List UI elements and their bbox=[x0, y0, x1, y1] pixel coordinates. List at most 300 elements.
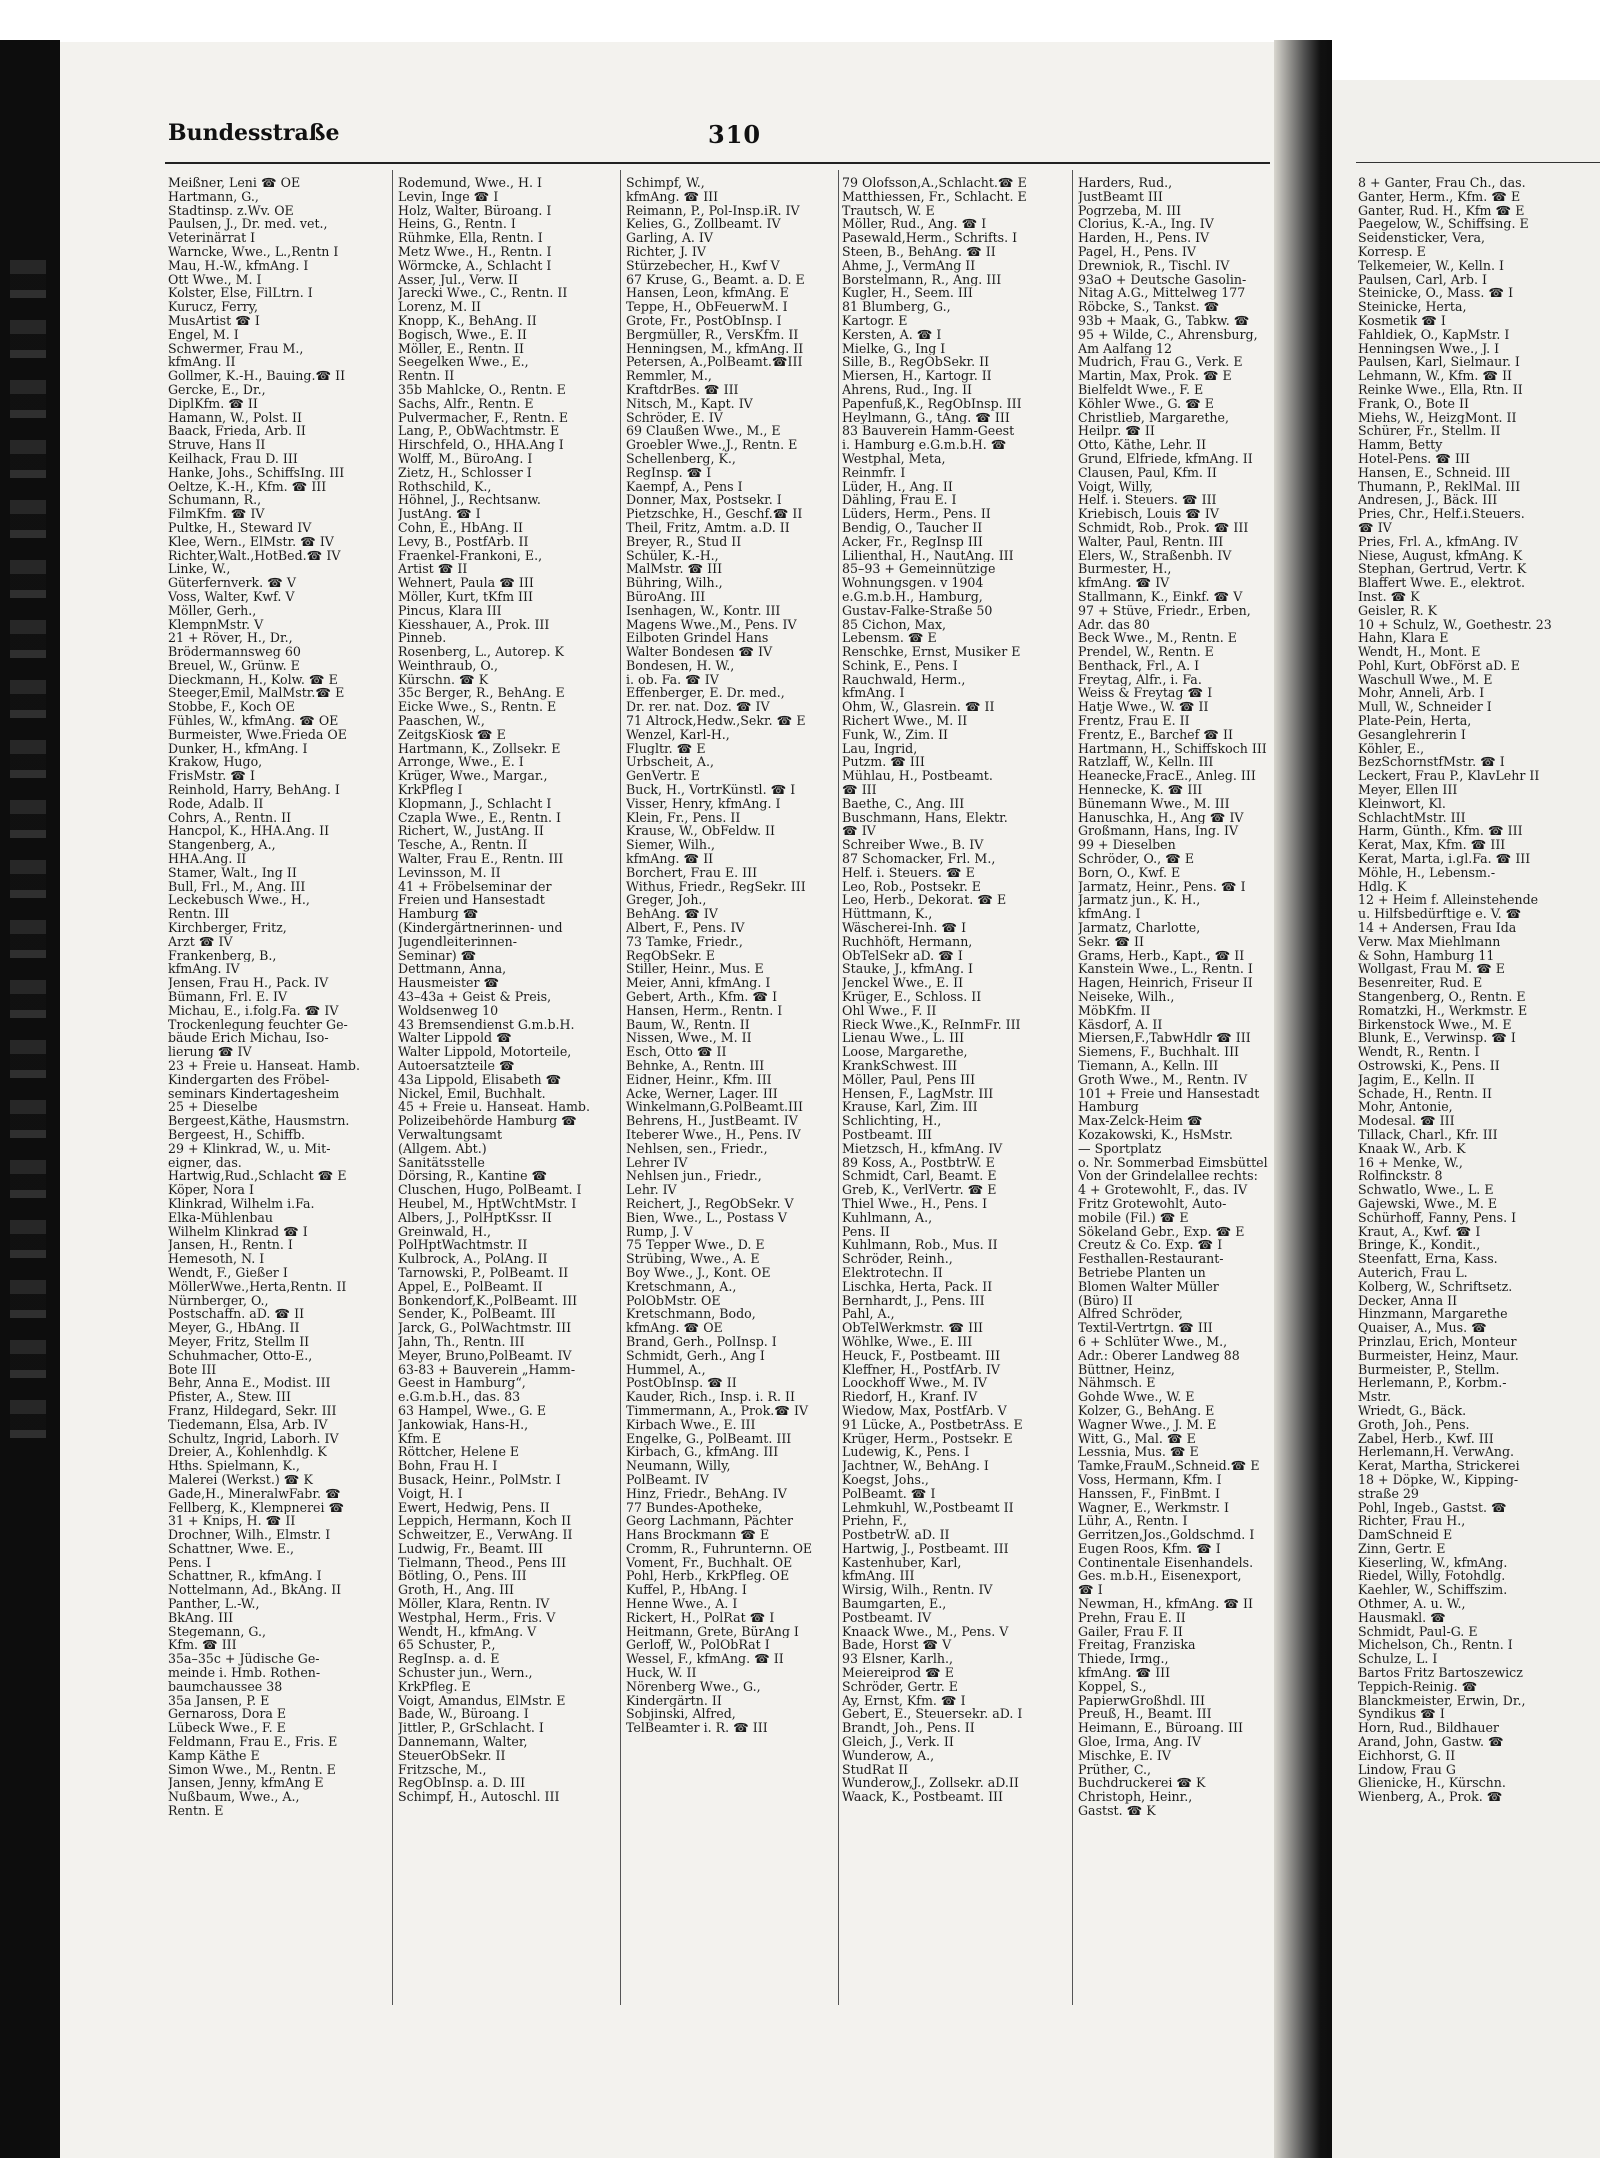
directory-entry: Walter Lippold ☎ bbox=[398, 1031, 512, 1046]
directory-entry: Lehmkuhl, W.,Postbeamt II bbox=[842, 1500, 1014, 1515]
directory-entry: Kastenhuber, Karl, bbox=[842, 1555, 962, 1570]
directory-entry: Am Aalfang 12 bbox=[1078, 341, 1173, 356]
directory-entry: Pinneb. bbox=[398, 631, 447, 646]
directory-entry: 14 + Andersen, Frau Ida bbox=[1358, 921, 1517, 935]
directory-entry: 10 + Schulz, W., Goethestr. 23 bbox=[1358, 617, 1552, 632]
directory-entry: Kraut, A., Kwf. ☎ I bbox=[1358, 1224, 1481, 1239]
directory-entry: Putzm. ☎ III bbox=[842, 755, 925, 770]
directory-entry: Mstr. bbox=[1358, 1390, 1392, 1404]
directory-entry: Rolfinckstr. 8 bbox=[1358, 1169, 1443, 1184]
directory-entry: Kersten, A. ☎ I bbox=[842, 327, 942, 342]
directory-entry: Elektrotechn. II bbox=[842, 1265, 943, 1280]
directory-entry: Reimann, P., Pol-Insp.iR. IV bbox=[626, 203, 800, 218]
directory-entry: Fritz Grotewohlt, Auto- bbox=[1078, 1196, 1227, 1211]
directory-entry: Hummel, A., bbox=[626, 1362, 706, 1377]
directory-entry: Geest in Hamburg“, bbox=[398, 1376, 526, 1391]
directory-entry: Ganter, Rud. H., Kfm ☎ E bbox=[1358, 203, 1525, 218]
directory-entry: Textil-Vertrtgn. ☎ III bbox=[1078, 1321, 1213, 1335]
directory-entry: Lüders, Herm., Pens. II bbox=[842, 507, 991, 521]
directory-entry: ZeitgsKiosk ☎ E bbox=[398, 727, 506, 742]
directory-entry: Bendig, O., Taucher II bbox=[842, 520, 983, 535]
directory-entry: kfmAng. ☎ IV bbox=[1078, 576, 1170, 590]
directory-column-4 bbox=[842, 176, 1067, 1804]
directory-entry: kfmAng. I bbox=[1078, 907, 1141, 922]
directory-entry: Ahme, J., VermAng II bbox=[842, 258, 976, 273]
directory-entry: Wolff, M., BüroAng. I bbox=[398, 451, 533, 466]
directory-entry: MöllerWwe.,Herta,Rentn. II bbox=[168, 1279, 347, 1294]
directory-entry: 43a Lippold, Elisabeth ☎ bbox=[398, 1072, 562, 1087]
directory-entry: Levinsson, M. II bbox=[398, 865, 501, 880]
directory-entry: Richert Wwe., M. II bbox=[842, 714, 968, 728]
directory-entry: baumchaussee 38 bbox=[168, 1679, 283, 1694]
directory-entry: Wienberg, A., Prok. ☎ bbox=[1358, 1790, 1503, 1805]
directory-entry: Hansen, E., Schneid. III bbox=[1358, 465, 1511, 480]
directory-entry: Lindow, Frau G bbox=[1358, 1762, 1456, 1777]
directory-entry: Romatzki, H., Werkmstr. E bbox=[1358, 1003, 1528, 1018]
directory-entry: Pens. I bbox=[168, 1555, 211, 1570]
directory-entry: 31 + Knips, H. ☎ II bbox=[168, 1514, 296, 1529]
directory-entry: Rodemund, Wwe., H. I bbox=[398, 176, 542, 190]
directory-entry: Blunk, E., Verwinsp. ☎ I bbox=[1358, 1031, 1516, 1046]
directory-entry: PolBeamt. IV bbox=[626, 1472, 709, 1487]
directory-entry: Richter, Frau H., bbox=[1358, 1514, 1466, 1529]
directory-entry: 81 Blumberg, G., bbox=[842, 300, 951, 314]
directory-entry: Möller, Klara, Rentn. IV bbox=[398, 1597, 550, 1611]
directory-entry: Stephan, Gertrud, Vertr. K bbox=[1358, 562, 1527, 577]
directory-entry: Walter, Frau E., Rentn. III bbox=[398, 852, 564, 866]
directory-entry: Schuster jun., Wern., bbox=[398, 1666, 533, 1680]
directory-entry: Westphal, Meta, bbox=[842, 451, 946, 466]
directory-entry: ObTelWerkmstr. ☎ III bbox=[842, 1321, 984, 1335]
directory-entry: Burmeister, Heinz, Maur. bbox=[1358, 1348, 1519, 1363]
directory-entry: Dunker, H., kfmAng. I bbox=[168, 741, 308, 756]
directory-entry: KrkPfleg. E bbox=[398, 1679, 471, 1694]
directory-entry: BkAng. III bbox=[168, 1610, 234, 1625]
directory-entry: Röbcke, S., Tankst. ☎ bbox=[1078, 300, 1220, 314]
directory-entry: Schumann, R., bbox=[168, 493, 262, 508]
directory-entry: Ostrowski, K., Pens. II bbox=[1358, 1059, 1500, 1073]
directory-entry: Betriebe Planten un bbox=[1078, 1265, 1206, 1280]
directory-entry: Kugler, H., Seem. III bbox=[842, 286, 973, 301]
directory-entry: 41 + Fröbelseminar der bbox=[398, 879, 552, 894]
directory-entry: Albert, F., Pens. IV bbox=[626, 921, 745, 935]
directory-entry: Nähmsch. E bbox=[1078, 1376, 1156, 1391]
directory-entry: Preuß, H., Beamt. III bbox=[1078, 1707, 1212, 1722]
directory-entry: Klinkrad, Wilhelm i.Fa. bbox=[168, 1196, 315, 1211]
directory-entry: i. Hamburg e.G.m.b.H. ☎ bbox=[842, 438, 1007, 452]
directory-entry: Huck, W. II bbox=[626, 1666, 697, 1680]
directory-entry: Gerritzen,Jos.,Goldschmd. I bbox=[1078, 1528, 1255, 1542]
directory-entry: Lischka, Herta, Pack. II bbox=[842, 1279, 993, 1294]
directory-entry: mobile (Fil.) ☎ E bbox=[1078, 1210, 1189, 1225]
directory-entry: Von der Grindelallee rechts: bbox=[1078, 1169, 1258, 1184]
directory-entry: Gastst. ☎ K bbox=[1078, 1804, 1156, 1818]
directory-entry: Hdlg. K bbox=[1358, 879, 1407, 894]
directory-entry: e.G.m.b.H., das. 83 bbox=[398, 1390, 521, 1404]
directory-entry: Kuhlmann, A., bbox=[842, 1210, 933, 1225]
directory-entry: Siemer, Wilh., bbox=[626, 838, 716, 853]
directory-entry: Horn, Rud., Bildhauer bbox=[1358, 1721, 1499, 1736]
directory-entry: Baethe, C., Ang. III bbox=[842, 796, 965, 811]
directory-entry: Weiss & Freytag ☎ I bbox=[1078, 686, 1213, 701]
directory-entry: Gustav-Falke-Straße 50 bbox=[842, 603, 993, 618]
directory-entry: Nitag A.G., Mittelweg 177 bbox=[1078, 286, 1246, 301]
directory-entry: ☎ IV bbox=[1358, 520, 1392, 535]
directory-entry: Brödermannsweg 60 bbox=[168, 645, 301, 659]
directory-entry: Kieserling, W., kfmAng. bbox=[1358, 1555, 1508, 1570]
directory-entry: Gohde Wwe., W. E bbox=[1078, 1390, 1195, 1404]
directory-entry: Miersen,F.,TabwHdlr ☎ III bbox=[1078, 1031, 1251, 1046]
directory-entry: Thiel Wwe., H., Pens. I bbox=[842, 1196, 988, 1211]
directory-entry: 63-83 + Bauverein „Hamm- bbox=[398, 1362, 576, 1377]
directory-entry: Renschke, Ernst, Musiker E bbox=[842, 645, 1021, 659]
directory-entry: Wenzel, Karl-H., bbox=[626, 727, 730, 742]
directory-entry: RegInsp. a. d. E bbox=[398, 1652, 500, 1667]
directory-entry: Knaack Wwe., M., Pens. V bbox=[842, 1624, 1009, 1639]
directory-entry: Gade,H., MineralwFabr. ☎ bbox=[168, 1486, 341, 1501]
directory-entry: Loose, Margarethe, bbox=[842, 1045, 968, 1059]
directory-entry: Michau, E., i.folg.Fa. ☎ IV bbox=[168, 1003, 339, 1018]
directory-entry: Hahn, Klara E bbox=[1358, 631, 1449, 646]
directory-entry: Riedorf, H., Kranf. IV bbox=[842, 1390, 978, 1404]
directory-entry: kfmAng. ☎ III bbox=[626, 189, 719, 204]
directory-entry: kfmAng. II bbox=[168, 355, 236, 370]
directory-entry: Woldsenweg 10 bbox=[398, 1003, 499, 1018]
directory-entry: KraftdrBes. ☎ III bbox=[626, 382, 739, 397]
directory-entry: Krüger, Herm., Postsekr. E bbox=[842, 1431, 1013, 1446]
directory-entry: Heuck, F., Postbeamt. III bbox=[842, 1348, 1001, 1363]
directory-entry: 43 Bremsendienst G.m.b.H. bbox=[398, 1017, 575, 1032]
directory-entry: Frentz, E., Barchef ☎ II bbox=[1078, 727, 1233, 742]
directory-entry: Kriebisch, Louis ☎ IV bbox=[1078, 507, 1219, 521]
directory-entry: Pens. II bbox=[842, 1224, 890, 1239]
directory-entry: Zinn, Gertr. E bbox=[1358, 1541, 1446, 1556]
directory-entry: Matthiessen, Fr., Schlacht. E bbox=[842, 189, 1027, 204]
directory-entry: (Allgem. Abt.) bbox=[398, 1141, 487, 1156]
directory-entry: Metz Wwe., H., Rentn. I bbox=[398, 244, 552, 259]
directory-entry: Waschull Wwe., M. E bbox=[1358, 672, 1493, 687]
directory-entry: 69 Claußen Wwe., M., E bbox=[626, 424, 781, 439]
directory-entry: RegInsp. ☎ I bbox=[626, 465, 712, 480]
directory-entry: Westphal, Herm., Fris. V bbox=[398, 1610, 556, 1625]
directory-entry: DiplKfm. ☎ II bbox=[168, 396, 258, 411]
directory-entry: Greb, K., VerlVertr. ☎ E bbox=[842, 1183, 997, 1197]
directory-entry: Buchdruckerei ☎ K bbox=[1078, 1776, 1206, 1791]
directory-entry: Birkenstock Wwe., M. E bbox=[1358, 1017, 1512, 1032]
directory-entry: Ott Wwe., M. I bbox=[168, 272, 262, 287]
directory-entry: Tiemann, A., Kelln. III bbox=[1078, 1059, 1219, 1073]
directory-entry: 67 Kruse, G., Beamt. a. D. E bbox=[626, 272, 805, 287]
directory-entry: PolBeamt. ☎ I bbox=[842, 1486, 936, 1501]
directory-entry: Rothschild, K., bbox=[398, 479, 492, 494]
directory-entry: RegObSekr. E bbox=[626, 948, 715, 963]
directory-entry: Koegst, Johs., bbox=[842, 1472, 929, 1487]
directory-entry: Neumann, Willy, bbox=[626, 1459, 731, 1473]
directory-entry: Teppich-Reinig. ☎ bbox=[1358, 1679, 1478, 1694]
directory-column-3 bbox=[626, 176, 842, 1735]
directory-entry: Hans Brockmann ☎ E bbox=[626, 1528, 770, 1542]
directory-entry: Bergmüller, R., VersKfm. II bbox=[626, 327, 799, 342]
directory-entry: Stegemann, G., bbox=[168, 1624, 266, 1639]
directory-entry: bäude Erich Michau, Iso- bbox=[168, 1031, 329, 1046]
directory-entry: 21 + Röver, H., Dr., bbox=[168, 631, 293, 646]
directory-entry: Weinthraub, O., bbox=[398, 658, 498, 673]
directory-entry: Stiller, Heinr., Mus. E bbox=[626, 962, 764, 977]
directory-entry: Urbscheit, A., bbox=[626, 755, 714, 770]
directory-entry: Struve, Hans II bbox=[168, 438, 266, 452]
directory-entry: Krause, W., ObFeldw. II bbox=[626, 824, 775, 839]
directory-entry: Riedel, Willy, Fotohdlg. bbox=[1358, 1569, 1506, 1584]
directory-entry: Sachs, Alfr., Rentn. E bbox=[398, 396, 534, 411]
directory-entry: KlempnMstr. V bbox=[168, 617, 264, 632]
directory-entry: 73 Tamke, Friedr., bbox=[626, 934, 743, 949]
directory-entry: straße 29 bbox=[1358, 1486, 1419, 1501]
directory-entry: Rühmke, Ella, Rentn. I bbox=[398, 231, 543, 245]
directory-entry: PolHptWachtmstr. II bbox=[398, 1238, 528, 1253]
directory-entry: Bogisch, Wwe., E. II bbox=[398, 327, 527, 342]
directory-entry: Hartmann, K., Zollsekr. E bbox=[398, 741, 561, 756]
directory-entry: Stangenberg, A., bbox=[168, 838, 276, 853]
directory-entry: 35a Jansen, P. E bbox=[168, 1693, 270, 1708]
directory-entry: Bergeest, H., Schiffb. bbox=[168, 1127, 306, 1142]
directory-entry: Stobbe, F., Koch OE bbox=[168, 700, 295, 715]
directory-entry: Linke, W., bbox=[168, 562, 231, 577]
directory-entry: Prinzlau, Erich, Monteur bbox=[1358, 1334, 1517, 1349]
directory-entry: Krüger, Wwe., Margar., bbox=[398, 769, 548, 784]
directory-entry: Wendt, H., Mont. E bbox=[1358, 645, 1481, 659]
directory-entry: Heins, G., Rentn. I bbox=[398, 217, 516, 232]
directory-entry: Mudrich, Frau G., Verk. E bbox=[1078, 355, 1243, 370]
directory-entry: Groebler Wwe.,J., Rentn. E bbox=[626, 438, 798, 452]
directory-entry: FrisMstr. ☎ I bbox=[168, 769, 255, 784]
directory-entry: Loockhoff Wwe., M. IV bbox=[842, 1376, 988, 1391]
directory-entry: Wagner, E., Werkmstr. I bbox=[1078, 1500, 1229, 1515]
directory-entry: Timmermann, A., Prok.☎ IV bbox=[626, 1403, 809, 1418]
directory-entry: Köhler, E., bbox=[1358, 741, 1425, 756]
directory-entry: Decker, Anna II bbox=[1358, 1293, 1458, 1308]
directory-entry: Lehr. IV bbox=[626, 1183, 677, 1197]
directory-entry: Feldmann, Frau E., Fris. E bbox=[168, 1735, 338, 1749]
directory-entry: Nörenberg Wwe., G., bbox=[626, 1679, 761, 1694]
directory-entry: Boy Wwe., J., Kont. OE bbox=[626, 1265, 771, 1280]
directory-entry: i. ob. Fa. ☎ IV bbox=[626, 672, 719, 687]
directory-entry: Dreier, A., Kohlenhdlg. K bbox=[168, 1445, 327, 1460]
directory-entry: Rentn. III bbox=[168, 907, 230, 922]
directory-entry: Herlemann, P., Korbm.- bbox=[1358, 1376, 1507, 1391]
directory-entry: Gernaross, Dora E bbox=[168, 1707, 287, 1722]
directory-entry: Voigt, Amandus, ElMstr. E bbox=[398, 1693, 566, 1708]
directory-entry: Breyer, R., Stud II bbox=[626, 534, 742, 549]
directory-column-1 bbox=[168, 176, 386, 1818]
directory-entry: Dörsing, R., Kantine ☎ bbox=[398, 1169, 548, 1184]
directory-entry: Lilienthal, H., NautAng. III bbox=[842, 548, 1014, 563]
directory-entry: Schürhoff, Fanny, Pens. I bbox=[1358, 1210, 1517, 1225]
directory-entry: (Kindergärtnerinnen- und bbox=[398, 921, 563, 935]
directory-entry: Hinz, Friedr., BehAng. IV bbox=[626, 1486, 787, 1501]
directory-entry: meinde i. Hmb. Rothen- bbox=[168, 1666, 321, 1680]
directory-entry: Drewniok, R., Tischl. IV bbox=[1078, 258, 1230, 273]
directory-entry: Frentz, Frau E. II bbox=[1078, 714, 1190, 728]
directory-entry: Veterinärrat I bbox=[168, 231, 256, 245]
directory-entry: o. Nr. Sommerbad Eimsbüttel bbox=[1078, 1155, 1268, 1170]
directory-entry: Rump, J. V bbox=[626, 1224, 693, 1239]
directory-entry: Trautsch, W. E bbox=[842, 203, 935, 218]
directory-entry: Artist ☎ II bbox=[398, 562, 468, 577]
directory-entry: Schimpf, H., Autoschl. III bbox=[398, 1790, 560, 1805]
directory-entry: Newman, H., kfmAng. ☎ II bbox=[1078, 1597, 1253, 1611]
column-divider bbox=[392, 170, 393, 2005]
directory-entry: — Sportplatz bbox=[1078, 1141, 1162, 1156]
directory-entry: 23 + Freie u. Hanseat. Hamb. bbox=[168, 1059, 360, 1073]
directory-entry: Rauchwald, Herm., bbox=[842, 672, 966, 687]
directory-entry: Heylmann, G., tAng. ☎ III bbox=[842, 410, 1010, 425]
directory-entry: Klee, Wern., ElMstr. ☎ IV bbox=[168, 534, 334, 549]
directory-entry: Elka-Mühlenbau bbox=[168, 1210, 274, 1225]
directory-entry: Dannemann, Walter, bbox=[398, 1735, 528, 1749]
directory-entry: Möller, Rud., Ang. ☎ I bbox=[842, 217, 987, 232]
directory-entry: Jittler, P., GrSchlacht. I bbox=[398, 1721, 544, 1736]
directory-entry: Esch, Otto ☎ II bbox=[626, 1045, 727, 1059]
directory-entry: 35a–35c + Jüdische Ge- bbox=[168, 1652, 320, 1667]
directory-entry: Schmidt, Gerh., Ang I bbox=[626, 1348, 765, 1363]
directory-entry: Quaiser, A., Mus. ☎ bbox=[1358, 1321, 1487, 1335]
directory-entry: RegObInsp. a. D. III bbox=[398, 1776, 526, 1791]
directory-entry: Henningsen, M., kfmAng. II bbox=[626, 341, 804, 356]
directory-entry: Voigt, H. I bbox=[398, 1486, 463, 1501]
directory-entry: Ludewig, K., Pens. I bbox=[842, 1445, 970, 1460]
directory-entry: Grund, Elfriede, kfmAng. II bbox=[1078, 451, 1253, 466]
directory-entry: Hanke, Johs., SchiffsIng. III bbox=[168, 465, 345, 480]
directory-entry: Kolster, Else, FilLtrn. I bbox=[168, 286, 313, 301]
directory-entry: Arand, John, Gastw. ☎ bbox=[1358, 1735, 1504, 1749]
directory-entry: Walter, Paul, Rentn. III bbox=[1078, 534, 1224, 549]
directory-entry: Steen, B., BehAng. ☎ II bbox=[842, 244, 996, 259]
directory-entry: Effenberger, E. Dr. med., bbox=[626, 686, 785, 701]
directory-entry: Ohl Wwe., F. II bbox=[842, 1003, 937, 1018]
directory-entry: Schattner, Wwe. E., bbox=[168, 1541, 295, 1556]
directory-entry: Schwatlo, Wwe., L. E bbox=[1358, 1183, 1494, 1197]
directory-entry: Sender, K., PolBeamt. III bbox=[398, 1307, 556, 1322]
directory-entry: Lübeck Wwe., F. E bbox=[168, 1721, 286, 1736]
directory-entry: Bade, Horst ☎ V bbox=[842, 1638, 952, 1653]
directory-entry: Stauke, J., kfmAng. I bbox=[842, 962, 973, 977]
directory-entry: Fahldiek, O., KapMstr. I bbox=[1358, 327, 1510, 342]
directory-entry: Polizeibehörde Hamburg ☎ bbox=[398, 1114, 577, 1128]
directory-entry: Jarmatz, Charlotte, bbox=[1078, 921, 1201, 935]
directory-entry: Steeger,Emil, MalMstr.☎ E bbox=[168, 686, 345, 701]
directory-entry: Eugen Roos, Kfm. ☎ I bbox=[1078, 1541, 1221, 1556]
directory-entry: ☎ III bbox=[842, 783, 877, 797]
directory-entry: Blaffert Wwe. E., elektrot. bbox=[1358, 576, 1525, 590]
directory-entry: Pasewald,Herm., Schrifts. I bbox=[842, 231, 1018, 245]
directory-entry: Acker, Fr., RegInsp III bbox=[842, 534, 983, 549]
directory-entry: Oeltze, K.-H., Kfm. ☎ III bbox=[168, 479, 327, 494]
directory-entry: Richert, W., JustAng. II bbox=[398, 824, 544, 839]
directory-entry: Mau, H.-W., kfmAng. I bbox=[168, 258, 309, 273]
directory-entry: Steinicke, Herta, bbox=[1358, 300, 1467, 314]
directory-entry: Heanecke,FracE., Anleg. III bbox=[1078, 769, 1256, 784]
directory-entry: Borchert, Frau E. III bbox=[626, 865, 758, 880]
directory-entry: Born, O., Kwf. E bbox=[1078, 865, 1181, 880]
directory-entry: Köper, Nora I bbox=[168, 1183, 254, 1197]
directory-entry: Gebert, Arth., Kfm. ☎ I bbox=[626, 990, 778, 1004]
directory-entry: Buck, H., VortrKünstl. ☎ I bbox=[626, 783, 796, 797]
directory-entry: Pincus, Klara III bbox=[398, 603, 502, 618]
directory-entry: Schade, H., Rentn. II bbox=[1358, 1086, 1492, 1101]
directory-entry: Seidensticker, Vera, bbox=[1358, 231, 1485, 245]
directory-entry: 97 + Stüve, Friedr., Erben, bbox=[1078, 603, 1251, 618]
directory-entry: Heubel, M., HptWchtMstr. I bbox=[398, 1196, 577, 1211]
directory-entry: Sille, B., RegObSekr. II bbox=[842, 355, 990, 370]
directory-entry: Theil, Fritz, Amtm. a.D. II bbox=[626, 520, 790, 535]
directory-entry: Schwermer, Frau M., bbox=[168, 341, 304, 356]
directory-entry: Dieckmann, H., Kolw. ☎ E bbox=[168, 672, 338, 687]
directory-entry: 71 Altrock,Hedw.,Sekr. ☎ E bbox=[626, 714, 806, 728]
directory-entry: Syndikus ☎ I bbox=[1358, 1707, 1445, 1722]
directory-entry: Kleffner, H., PostfArb. IV bbox=[842, 1362, 1001, 1377]
directory-entry: Asser, Jul., Verw. II bbox=[398, 272, 518, 287]
directory-entry: Sökeland Gebr., Exp. ☎ E bbox=[1078, 1224, 1245, 1239]
directory-entry: Paulsen, J., Dr. med. vet., bbox=[168, 217, 328, 232]
directory-entry: Engelke, G., PolBeamt. III bbox=[626, 1431, 792, 1446]
directory-entry: Kürschn. ☎ K bbox=[398, 672, 489, 687]
directory-entry: Max-Zelck-Heim ☎ bbox=[1078, 1114, 1203, 1128]
directory-entry: Frankenberg, B., bbox=[168, 948, 277, 963]
directory-entry: Stürzebecher, H., Kwf V bbox=[626, 258, 780, 273]
directory-entry: Jachtner, W., BehAng. I bbox=[842, 1459, 989, 1473]
directory-entry: Pohl, Ingeb., Gastst. ☎ bbox=[1358, 1500, 1507, 1515]
directory-entry: 12 + Heim f. Alleinstehende bbox=[1358, 893, 1539, 908]
directory-entry: Michelson, Ch., Rentn. I bbox=[1358, 1638, 1513, 1653]
directory-entry: Meyer, Fritz, Stellm II bbox=[168, 1334, 310, 1349]
directory-entry: Mietzsch, H., kfmAng. IV bbox=[842, 1141, 1003, 1156]
directory-entry: Hartmann, H., Schiffskoch III bbox=[1078, 741, 1267, 756]
directory-entry: (Büro) II bbox=[1078, 1293, 1133, 1308]
directory-entry: Schuhmacher, Otto-E., bbox=[168, 1348, 313, 1363]
directory-entry: Nußbaum, Wwe., A., bbox=[168, 1790, 300, 1805]
directory-entry: seminars Kindertagesheim bbox=[168, 1086, 340, 1101]
directory-entry: Nottelmann, Ad., BkAng. II bbox=[168, 1583, 342, 1598]
spine-bleed-through bbox=[10, 260, 46, 1460]
directory-entry: Donner, Max, Postsekr. I bbox=[626, 493, 782, 508]
directory-entry: Festhallen-Restaurant- bbox=[1078, 1252, 1224, 1266]
directory-entry: Hotel-Pens. ☎ III bbox=[1358, 451, 1470, 466]
page-number: 310 bbox=[708, 120, 762, 149]
directory-entry: Heimann, E., Büroang. III bbox=[1078, 1721, 1243, 1736]
directory-entry: Tillack, Charl., Kfr. III bbox=[1358, 1127, 1498, 1142]
directory-entry: Wirsig, Wilh., Rentn. IV bbox=[842, 1583, 993, 1598]
directory-entry: 4 + Grotewohlt, F., das. IV bbox=[1078, 1183, 1248, 1197]
directory-entry: Thumann, P., ReklMal. III bbox=[1358, 479, 1521, 494]
directory-entry: Groth Wwe., M., Rentn. IV bbox=[1078, 1072, 1248, 1087]
directory-entry: 45 + Freie u. Hanseat. Hamb. bbox=[398, 1100, 590, 1115]
directory-entry: Hartwig, J., Postbeamt. III bbox=[842, 1541, 1009, 1556]
directory-entry: Zietz, H., Schlosser I bbox=[398, 465, 532, 480]
directory-entry: HHA.Ang. II bbox=[168, 852, 247, 866]
directory-entry: Walter Lippold, Motorteile, bbox=[398, 1045, 572, 1059]
directory-entry: Hatje Wwe., W. ☎ II bbox=[1078, 700, 1209, 715]
directory-column-2 bbox=[398, 176, 614, 1804]
directory-entry: Käsdorf, A. II bbox=[1078, 1017, 1163, 1032]
directory-entry: ☎ IV bbox=[842, 824, 876, 839]
directory-entry: Möller, Gerh., bbox=[168, 603, 257, 618]
directory-entry: Greger, Joh., bbox=[626, 893, 707, 908]
directory-entry: Hths. Spielmann, K., bbox=[168, 1459, 300, 1473]
directory-entry: Isenhagen, W., Kontr. III bbox=[626, 603, 781, 618]
directory-entry: 6 + Schlüter Wwe., M., bbox=[1078, 1334, 1228, 1349]
directory-entry: e.G.m.b.H., Hamburg, bbox=[842, 589, 983, 604]
directory-entry: Knopp, K., BehAng. II bbox=[398, 313, 537, 328]
